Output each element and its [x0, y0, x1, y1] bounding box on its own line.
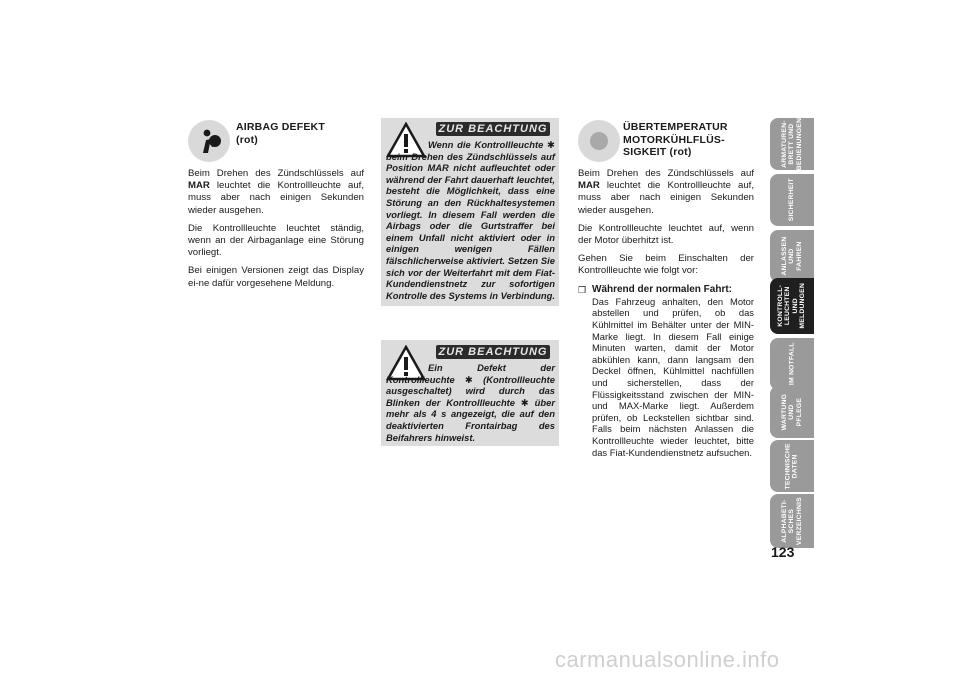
tab-sicherheit[interactable] — [770, 174, 814, 226]
tab-armaturenbrett[interactable] — [770, 118, 814, 170]
airbag-icon-badge — [188, 120, 230, 162]
warning-text-2: Ein Defekt der Kontrollleuchte ✱ (Kontrollleuchte ausgeschaltet) wird durch das Blinken der Kontrollleuchte ✱ über mehr als 4 s angezeigt, die auf den deaktivierten Frontairbag des Beifahrers hinweist. — [386, 362, 555, 443]
airbag-paragraph-3: Bei einigen Versionen zeigt das Display ei-ne dafür vorgesehene Meldung. — [188, 265, 364, 289]
temperature-warning-icon — [588, 130, 610, 152]
tab-label: ALPHABETI- SCHES VERZEICHNIS — [780, 497, 803, 545]
watermark: carmanualsonline.info — [555, 647, 780, 672]
tab-label: WARTUNG UND PFLEGE — [780, 393, 803, 431]
tab-label: TECHNISCHE DATEN — [784, 442, 799, 490]
temperature-heading-line2: MOTORKÜHLFLÜS- — [623, 133, 725, 146]
temperature-heading — [623, 121, 728, 159]
tab-technische-daten[interactable] — [770, 440, 814, 492]
airbag-body — [188, 168, 364, 296]
warning-label-1: ZUR BEACHTUNG — [436, 122, 550, 136]
airbag-paragraph-2: Die Kontrollleuchte leuchtet ständig, wenn an der Airbaganlage eine Störung vorliegt. — [188, 222, 364, 259]
warning-box-2 — [381, 340, 559, 446]
airbag-p1-pre: Beim Drehen des Zündschlüssels auf — [188, 168, 364, 179]
bullet-item — [578, 284, 754, 459]
tab-anlassen[interactable] — [770, 230, 814, 282]
bullet-title: Während der normalen Fahrt: — [592, 283, 733, 295]
tab-label: IM NOTFALL — [788, 342, 796, 386]
airbag-p1-bold: MAR — [188, 180, 210, 192]
airbag-p1-post: leuchtet die Kontrollleuchte auf, muss aber nach einigen Sekunden wieder ausgehen. — [188, 180, 364, 216]
bullet-checkbox-icon: ❒ — [578, 284, 587, 295]
tab-wartung[interactable] — [770, 386, 814, 438]
warning-text-1: Wenn die Kontrollleuchte ✱ beim Drehen des Zündschlüssels auf Position MAR nicht aufleuchtet oder während der Fahrt dauerhaft leuchtet, besteht die Möglichkeit, dass eine Störung an den Rückhaltesystemen vorliegt. In diesem Fall werden die Airbags oder die Gurtstraffer bei einem Unfall nicht aktiviert oder in einigen wenigen Fällen fälschlicherweise aktiviert. Setzen Sie sich vor der Weiterfahrt mit dem Fiat-Kundendienstnetz zur sofortigen Kontrolle des Systems in Verbindung. — [386, 139, 555, 301]
page-number: 123 — [771, 544, 795, 560]
airbag-paragraph-1 — [188, 168, 364, 217]
tab-label: ANLASSEN UND FAHREN — [780, 236, 803, 276]
tab-label: KONTROLL- LEUCHTEN UND MELDUNGEN — [777, 283, 807, 329]
temperature-paragraph-1 — [578, 168, 754, 217]
warning-box-1 — [381, 118, 559, 306]
temperature-body — [578, 168, 754, 458]
airbag-heading-line1: AIRBAG DEFEKT — [236, 121, 325, 133]
bullet-text: Das Fahrzeug anhalten, den Motor abstellen und prüfen, ob das Kühlmittel im Behälter unter der MIN-Marke liegt. In diesem Fall einige Minuten warten, damit der Motor abkühlen kann, dann langsam den Deckel öffnen, Kühlmittel nachfüllen und sicherstellen, dass der Flüssigkeitsstand zwischen der MIN- und MAX-Marke liegt. Außerdem prüfen, ob Leckstellen sichtbar sind. Falls beim nächsten Anlassen die Kontrollleuchte wieder leuchtet, bitte das Fiat-Kundendienstnetz aufsuchen. — [592, 295, 754, 458]
airbag-heading — [236, 121, 325, 146]
temperature-p1-post: leuchtet die Kontrollleuchte auf, muss aber nach einigen Sekunden wieder ausgehen. — [578, 180, 754, 216]
tab-label: ARMATUREN- BRETT UND BEDIENUNGEN — [780, 117, 803, 171]
temperature-heading-line1: ÜBERTEMPERATUR — [623, 121, 728, 133]
temperature-paragraph-3: Gehen Sie beim Einschalten der Kontrollleuchte wie folgt vor: — [578, 253, 754, 277]
tab-verzeichnis[interactable] — [770, 494, 814, 548]
airbag-icon — [194, 126, 224, 156]
temperature-p1-pre: Beim Drehen des Zündschlüssels auf — [578, 168, 754, 179]
airbag-heading-line2: (rot) — [236, 133, 258, 146]
temperature-heading-line3: SIGKEIT (rot) — [623, 146, 692, 158]
temperature-paragraph-2: Die Kontrollleuchte leuchtet auf, wenn der Motor überhitzt ist. — [578, 222, 754, 247]
tab-im-notfall[interactable] — [770, 338, 814, 390]
tab-kontrollleuchten[interactable] — [770, 278, 814, 334]
warning-label-2: ZUR BEACHTUNG — [436, 345, 550, 359]
temperature-p1-bold: MAR — [578, 180, 600, 192]
tab-label: SICHERHEIT — [788, 178, 796, 222]
temperature-icon-badge — [578, 120, 620, 162]
bullet-body — [592, 284, 754, 459]
